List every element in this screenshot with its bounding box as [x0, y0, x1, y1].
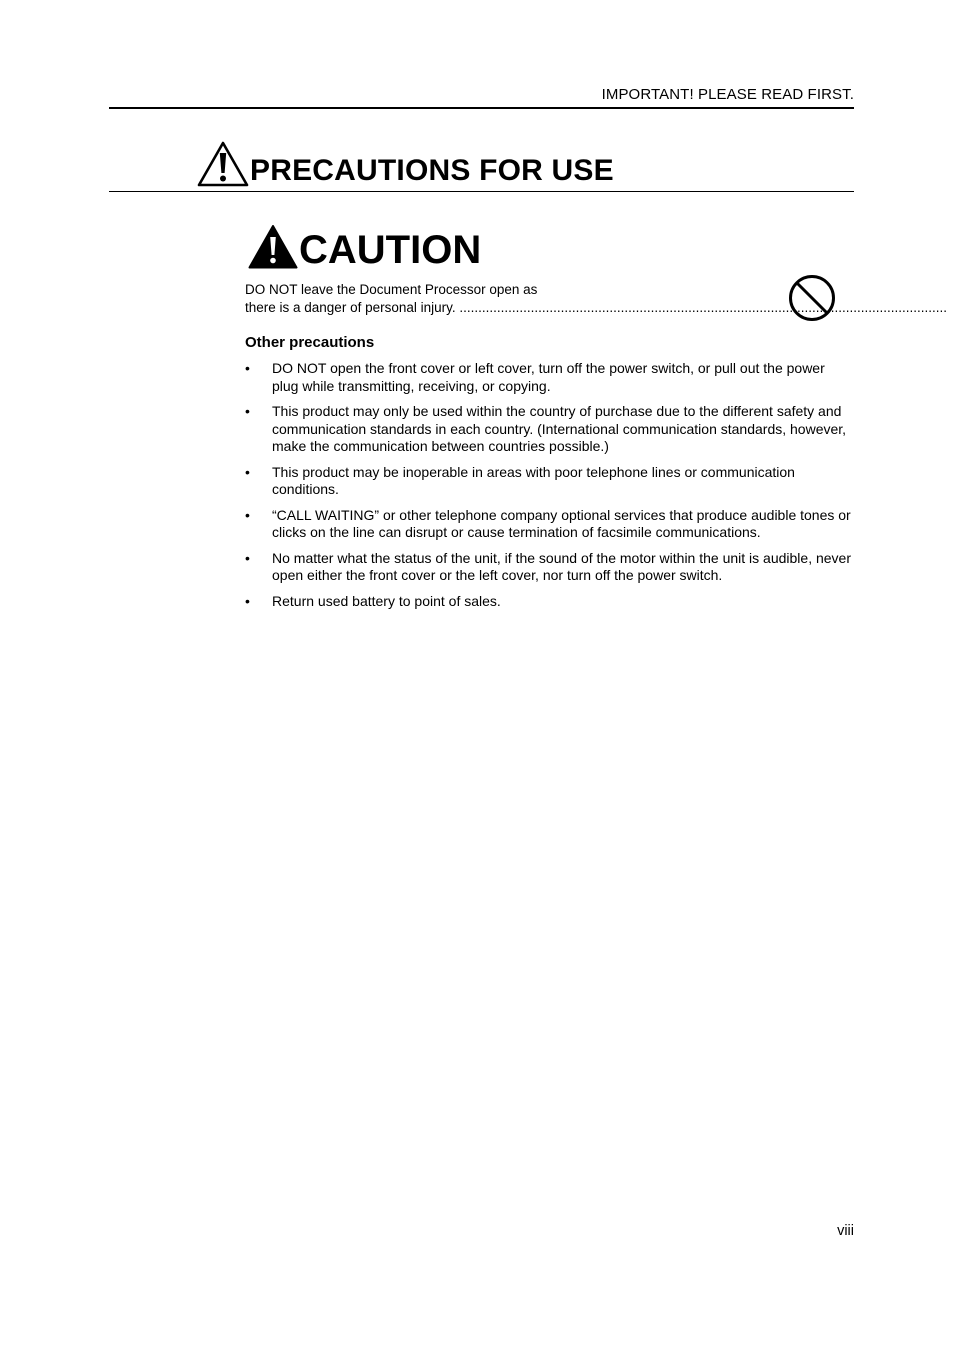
- list-item-text: This product may only be used within the country of purchase due to the different safety and communication standards in each country. (International communication standards, however, make the communication between countries possible.): [272, 402, 847, 455]
- caution-statement: [245, 281, 947, 317]
- precautions-list: [245, 360, 855, 618]
- list-item: [245, 593, 855, 611]
- bullet: •: [245, 463, 250, 480]
- page-number: viii: [837, 1223, 854, 1239]
- caution-line-1: DO NOT leave the Document Processor open as: [245, 282, 538, 297]
- prohibition-icon: [788, 274, 836, 322]
- list-item-text: No matter what the status of the unit, if the sound of the motor within the unit is audible, never open either the front cover or the left cover, nor turn off the power switch.: [272, 549, 851, 584]
- bullet: •: [245, 506, 250, 523]
- list-item: [245, 360, 855, 395]
- caution-line-2: there is a danger of personal injury. ..................................................................................................................................: [245, 300, 947, 315]
- warning-solid-icon: [248, 224, 298, 270]
- list-item-text: This product may be inoperable in areas with poor telephone lines or communication conditions.: [272, 463, 795, 498]
- running-header: IMPORTANT! PLEASE READ FIRST.: [601, 86, 854, 103]
- section-title: [196, 140, 614, 188]
- bullet: •: [245, 592, 250, 609]
- bullet: •: [245, 402, 250, 419]
- list-item: [245, 464, 855, 499]
- list-item: [245, 550, 855, 585]
- list-item-text: DO NOT open the front cover or left cover, turn off the power switch, or pull out the power plug while transmitting, receiving, or copying.: [272, 360, 825, 394]
- page-title: PRECAUTIONS FOR USE: [250, 154, 614, 187]
- list-item: [245, 507, 855, 542]
- caution-heading: [248, 224, 481, 270]
- other-precautions-heading: Other precautions: [245, 334, 375, 351]
- warning-outline-icon: [196, 140, 250, 188]
- list-item-text: “CALL WAITING” or other telephone company optional services that produce audible tones or clicks on the line can disrupt or cause termination of facsimile communications.: [272, 506, 851, 541]
- bullet: •: [245, 549, 250, 566]
- list-item: [245, 403, 855, 456]
- bullet: •: [245, 360, 250, 376]
- caution-label: CAUTION: [299, 228, 482, 272]
- list-item-text: Return used battery to point of sales.: [272, 592, 501, 609]
- section-rule: [109, 191, 854, 192]
- header-rule: [109, 107, 854, 109]
